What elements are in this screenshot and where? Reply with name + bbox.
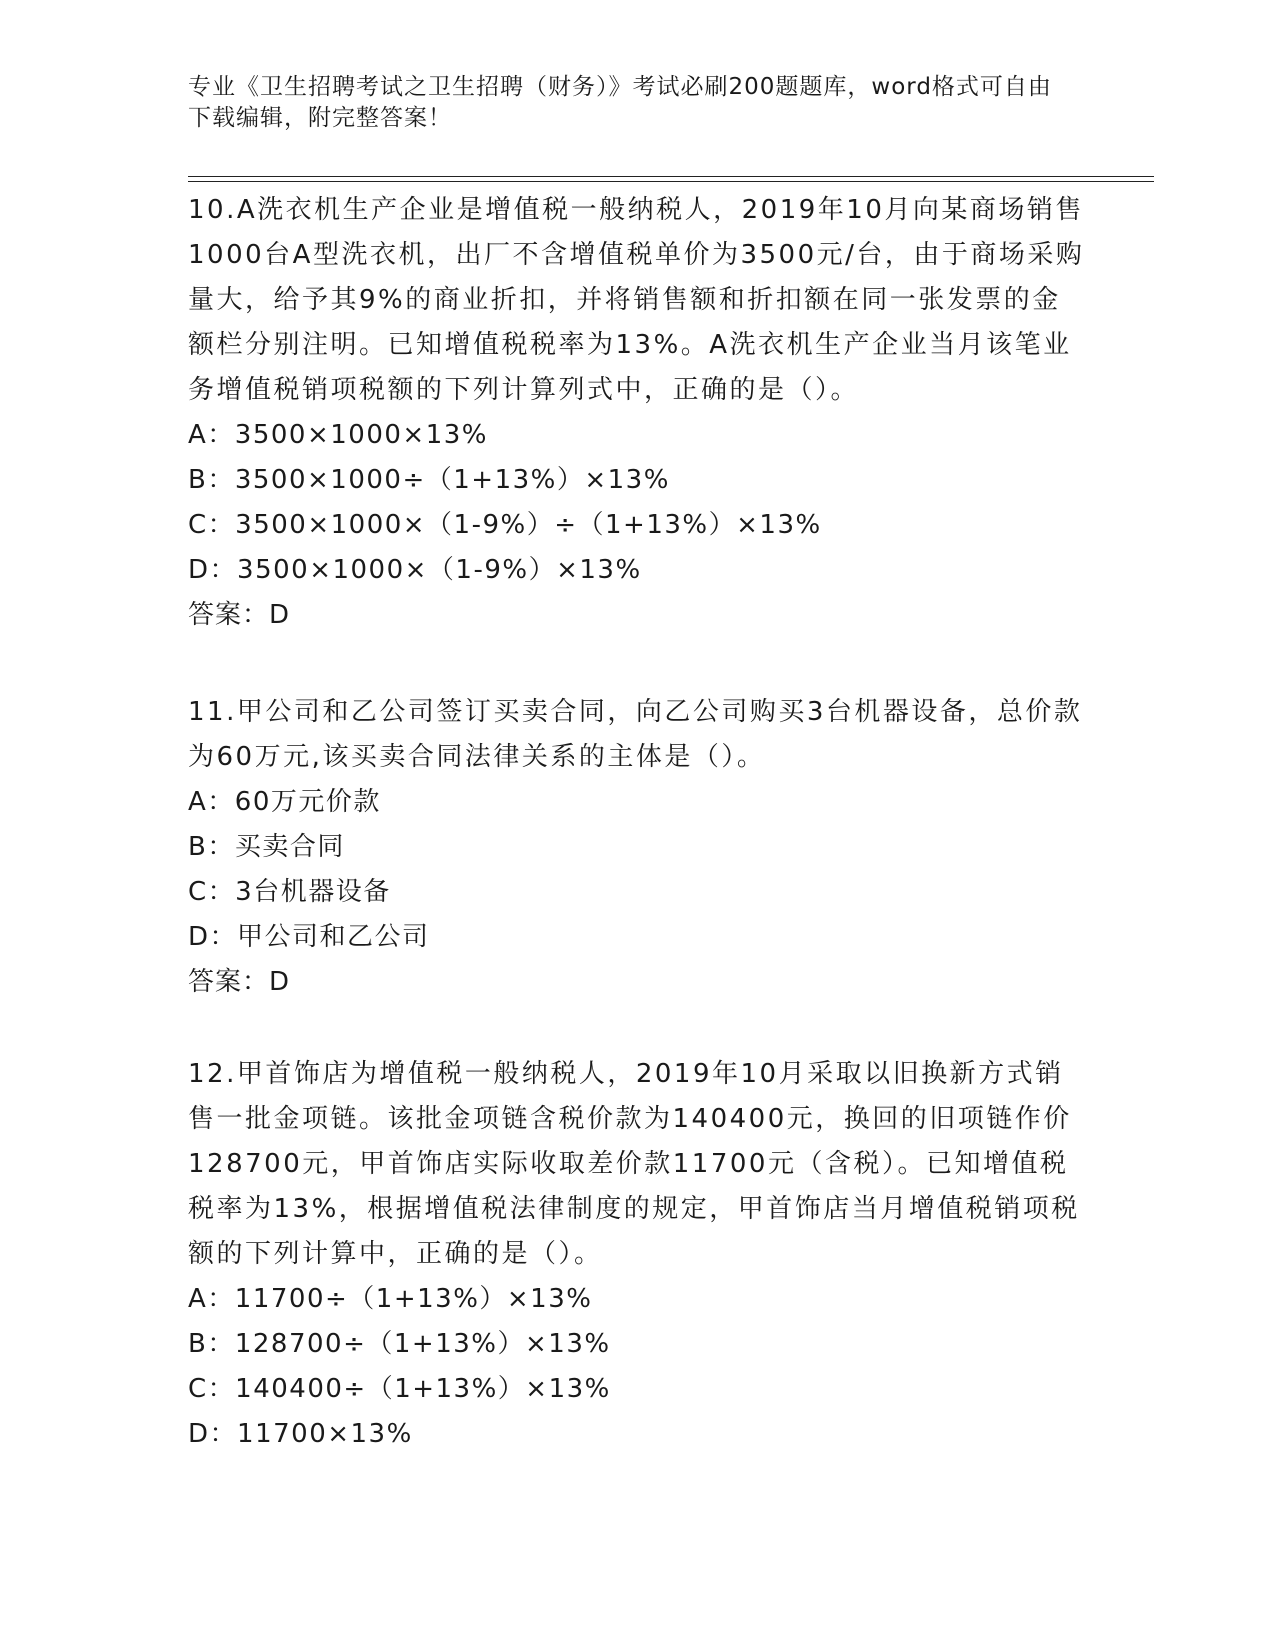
option-b: B：买卖合同: [188, 832, 345, 862]
option-a: A：3500×1000×13%: [188, 420, 488, 450]
header-divider-bottom: [188, 181, 1154, 182]
question-10: [188, 188, 1088, 638]
option-c: C：3500×1000×（1-9%）÷（1+13%）×13%: [188, 510, 822, 540]
option-b: B：128700÷（1+13%）×13%: [188, 1329, 611, 1359]
option-c: C：3台机器设备: [188, 877, 391, 907]
question-11: [188, 690, 1088, 1005]
question-stem: 11.甲公司和乙公司签订买卖合同，向乙公司购买3台机器设备，总价款为60万元,该买卖合同法律关系的主体是（）。: [188, 697, 1083, 772]
answer-line: 答案：D: [188, 967, 291, 997]
option-a: A：60万元价款: [188, 787, 381, 817]
option-d: D：11700×13%: [188, 1419, 413, 1449]
option-d: D：甲公司和乙公司: [188, 922, 430, 952]
question-12: [188, 1052, 1088, 1457]
header-text: 专业《卫生招聘考试之卫生招聘（财务）》考试必刷200题题库，word格式可自由下载编辑，附完整答案！: [188, 74, 1052, 131]
option-c: C：140400÷（1+13%）×13%: [188, 1374, 611, 1404]
answer-line: 答案：D: [188, 600, 291, 630]
question-stem: 12.甲首饰店为增值税一般纳税人，2019年10月采取以旧换新方式销售一批金项链。该批金项链含税价款为140400元，换回的旧项链作价128700元，甲首饰店实际收取差价款11700元（含税）。已知增值税税率为13%，根据增值税法律制度的规定，甲首饰店当月增值税销项税额的下列计算中，正确的是（）。: [188, 1059, 1080, 1269]
option-a: A：11700÷（1+13%）×13%: [188, 1284, 593, 1314]
option-b: B：3500×1000÷（1+13%）×13%: [188, 465, 670, 495]
header-divider-top: [188, 176, 1154, 177]
document-header: [188, 72, 1068, 134]
question-stem: 10.A洗衣机生产企业是增值税一般纳税人，2019年10月向某商场销售1000台A型洗衣机，出厂不含增值税单价为3500元/台，由于商场采购量大，给予其9%的商业折扣，并将销售额和折扣额在同一张发票的金额栏分别注明。已知增值税税率为13%。A洗衣机生产企业当月该笔业务增值税销项税额的下列计算列式中，正确的是（）。: [188, 195, 1085, 405]
option-d: D：3500×1000×（1-9%）×13%: [188, 555, 642, 585]
